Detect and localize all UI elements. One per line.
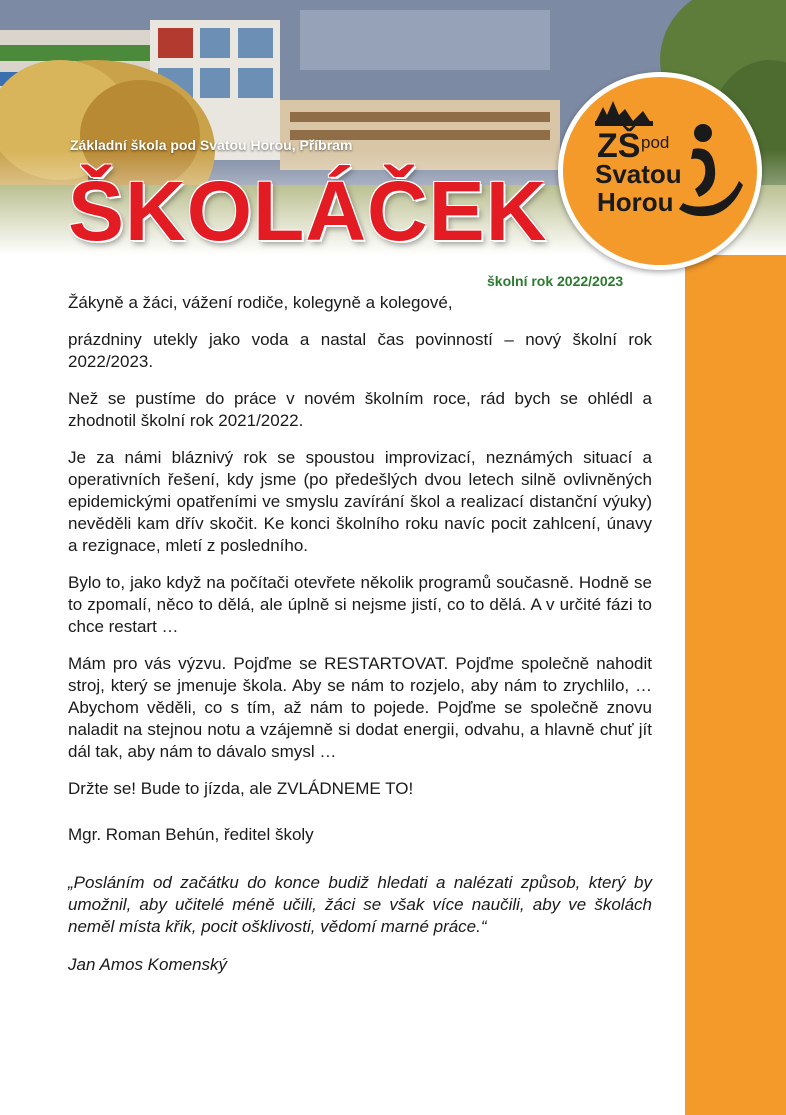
paragraph-1: prázdniny utekly jako voda a nastal čas povinností – nový školní rok 2022/2023. (68, 330, 652, 371)
logo-pod: pod (641, 133, 670, 152)
newsletter-title: ŠKOLÁČEK (68, 164, 548, 258)
signature: Mgr. Roman Behún, ředitel školy (68, 825, 314, 844)
paragraph-4: Bylo to, jako když na počítači otevřete několik programů současně. Hodně se to zpomalí, něco to dělá, ale úplně si nejsme jistí, co to dělá. A v určité fázi to chce restart … (68, 573, 652, 636)
paragraph-2: Než se pustíme do práce v novém školním roce, rád bych se ohlédl a zhodnotil školní rok 2021/2022. (68, 389, 652, 430)
komensky-quote: „Posláním od začátku do konce budiž hledati a nalézati způsob, který by umožnil, aby učitelé méně učili, žáci se však více naučili, aby ve školách neměl místa křik, pocit ošklivosti, vědomí marné práce.“ (68, 873, 652, 936)
school-logo (558, 72, 762, 270)
greeting: Žákyně a žáci, vážení rodiče, kolegyně a kolegové, (68, 293, 453, 312)
school-name: Základní škola pod Svatou Horou, Příbram (70, 137, 353, 153)
orange-side-band (685, 250, 786, 1115)
letter-body (68, 292, 652, 991)
school-year: školní rok 2022/2023 (487, 273, 624, 289)
logo-svatou: Svatou (595, 159, 682, 189)
quote-author: Jan Amos Komenský (68, 955, 228, 974)
paragraph-5: Mám pro vás výzvu. Pojďme se RESTARTOVAT. Pojďme společně nahodit stroj, který se jmenuje škola. Aby se nám to rozjelo, aby nám to zrychlilo, … Abychom věděli, co s tím, až nám to pojede. Pojďme se společně znovu naladit na stejnou notu a vzájemně si dodat energii, odvahu, a hlavně chuť jít dál tak, aby nám to dávalo smysl … (68, 654, 652, 761)
logo-horou: Horou (597, 187, 674, 217)
paragraph-6: Držte se! Bude to jízda, ale ZVLÁDNEME TO! (68, 779, 414, 798)
logo-zs: ZŠ (597, 127, 641, 165)
paragraph-3: Je za námi bláznivý rok se spoustou improvizací, neznámých situací a operativních řešení, kdy jsme (po předešlých dvou letech silně ovlivněných epidemickými opatřeními ve smyslu zavírání škol a realizací distanční výuky) nevěděli kam dřív skočit. Ke konci školního roku navíc pocit zahlcení, únavy a rezignace, mletí z posledního. (68, 448, 652, 555)
